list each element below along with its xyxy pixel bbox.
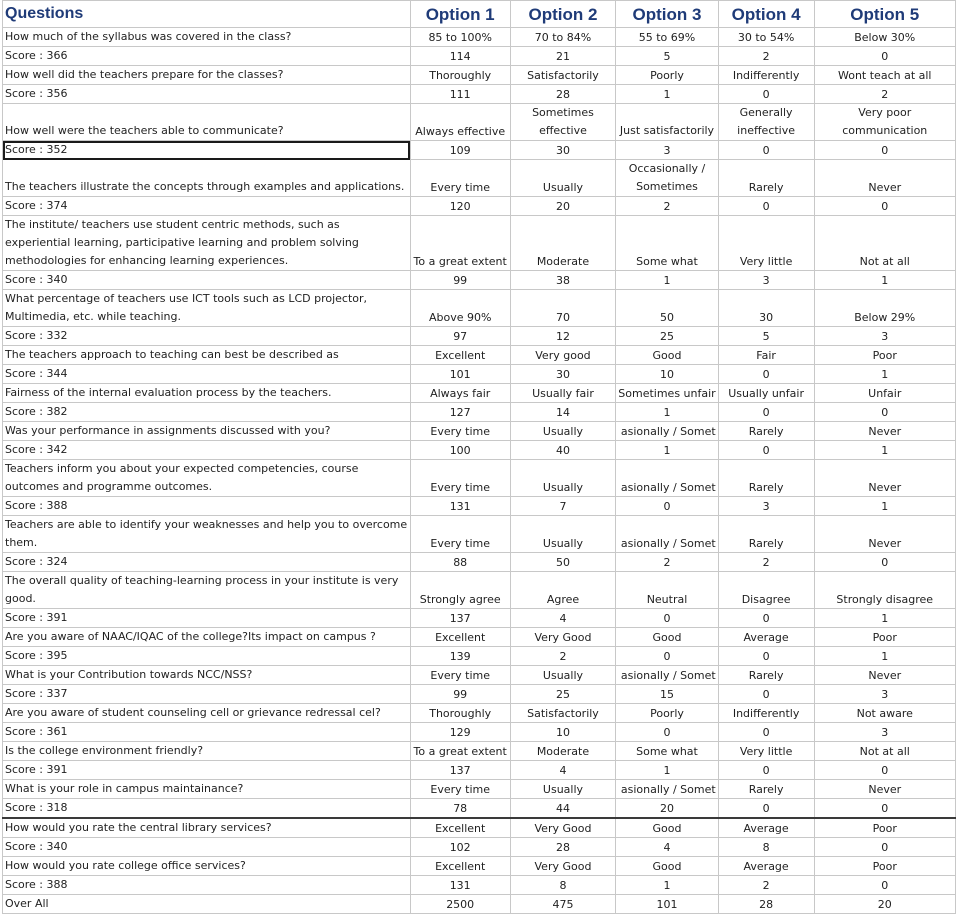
- option-5-cell[interactable]: 0: [814, 876, 956, 895]
- option-5-cell[interactable]: 2: [814, 85, 956, 104]
- option-4-cell[interactable]: 0: [718, 197, 814, 216]
- option-4-cell[interactable]: 0: [718, 141, 814, 160]
- question-cell[interactable]: Teachers are able to identify your weaknesses and help you to overcome them.: [3, 516, 411, 553]
- question-cell[interactable]: How would you rate the central library services?: [3, 818, 411, 838]
- option-5-cell[interactable]: Strongly disagree: [814, 572, 956, 609]
- option-5-cell[interactable]: 20: [814, 895, 956, 914]
- table-row: [3, 761, 956, 780]
- option-5-cell[interactable]: Poor: [814, 857, 956, 876]
- option-2-cell[interactable]: Sometimes effective: [510, 104, 616, 141]
- option-3-cell[interactable]: 20: [616, 799, 718, 819]
- question-cell[interactable]: What is your role in campus maintainance?: [3, 780, 411, 799]
- option-2-cell[interactable]: 44: [510, 799, 616, 819]
- option-2-cell[interactable]: 28: [510, 85, 616, 104]
- table-row: [3, 666, 956, 685]
- option-2-cell[interactable]: 30: [510, 365, 616, 384]
- option-3-cell[interactable]: 0: [616, 723, 718, 742]
- option-5-cell[interactable]: Poor: [814, 346, 956, 365]
- option-3-cell[interactable]: 1: [616, 761, 718, 780]
- option-4-cell[interactable]: Rarely: [718, 460, 814, 497]
- option-5-cell[interactable]: 1: [814, 497, 956, 516]
- option-2-cell[interactable]: 50: [510, 553, 616, 572]
- option-2-cell[interactable]: Usually: [510, 666, 616, 685]
- option-2-cell[interactable]: 7: [510, 497, 616, 516]
- option-4-cell[interactable]: 0: [718, 761, 814, 780]
- option-3-cell[interactable]: 25: [616, 327, 718, 346]
- question-cell[interactable]: Score : 337: [3, 685, 411, 704]
- table-row: [3, 290, 956, 327]
- option-3-cell[interactable]: asionally / Somet: [616, 460, 718, 497]
- option-5-cell[interactable]: Never: [814, 516, 956, 553]
- option-3-cell[interactable]: 0: [616, 609, 718, 628]
- option-5-cell[interactable]: Not aware: [814, 704, 956, 723]
- option-5-cell[interactable]: Below 30%: [814, 28, 956, 47]
- option-4-cell[interactable]: Fair: [718, 346, 814, 365]
- option-4-cell[interactable]: 3: [718, 271, 814, 290]
- option-4-cell[interactable]: Very little: [718, 216, 814, 271]
- option-3-cell[interactable]: Sometimes unfair: [616, 384, 718, 403]
- question-cell[interactable]: Are you aware of student counseling cell or grievance redressal cel?: [3, 704, 411, 723]
- option-1-cell[interactable]: 131: [410, 497, 510, 516]
- option-2-cell[interactable]: 12: [510, 327, 616, 346]
- table-row: [3, 704, 956, 723]
- option-2-cell[interactable]: 4: [510, 609, 616, 628]
- option-5-cell[interactable]: 3: [814, 723, 956, 742]
- header-cell-option-1[interactable]: Option 1: [410, 1, 510, 28]
- header-row: [3, 1, 956, 28]
- option-1-cell[interactable]: 99: [410, 685, 510, 704]
- option-5-cell[interactable]: 3: [814, 327, 956, 346]
- option-5-cell[interactable]: Wont teach at all: [814, 66, 956, 85]
- option-3-cell[interactable]: 1: [616, 271, 718, 290]
- option-4-cell[interactable]: 8: [718, 838, 814, 857]
- option-1-cell[interactable]: 97: [410, 327, 510, 346]
- header-cell-option-4[interactable]: Option 4: [718, 1, 814, 28]
- option-3-cell[interactable]: 15: [616, 685, 718, 704]
- option-5-cell[interactable]: 3: [814, 685, 956, 704]
- table-row: [3, 497, 956, 516]
- option-4-cell[interactable]: 3: [718, 497, 814, 516]
- option-2-cell[interactable]: 475: [510, 895, 616, 914]
- option-5-cell[interactable]: 0: [814, 761, 956, 780]
- option-2-cell[interactable]: 20: [510, 197, 616, 216]
- option-4-cell[interactable]: 30: [718, 290, 814, 327]
- option-4-cell[interactable]: 0: [718, 799, 814, 819]
- option-1-cell[interactable]: 131: [410, 876, 510, 895]
- table-row: [3, 572, 956, 609]
- option-1-cell[interactable]: Excellent: [410, 628, 510, 647]
- option-2-cell[interactable]: 30: [510, 141, 616, 160]
- header-cell-questions[interactable]: Questions: [3, 1, 411, 28]
- option-2-cell[interactable]: Usually: [510, 780, 616, 799]
- table-row: [3, 609, 956, 628]
- table-row: [3, 838, 956, 857]
- option-1-cell[interactable]: 111: [410, 85, 510, 104]
- option-4-cell[interactable]: Usually unfair: [718, 384, 814, 403]
- question-cell[interactable]: Score : 391: [3, 609, 411, 628]
- option-3-cell[interactable]: 0: [616, 647, 718, 666]
- option-1-cell[interactable]: Every time: [410, 666, 510, 685]
- table-row: [3, 85, 956, 104]
- option-5-cell[interactable]: Poor: [814, 628, 956, 647]
- option-5-cell[interactable]: 0: [814, 553, 956, 572]
- option-3-cell[interactable]: Just satisfactorily: [616, 104, 718, 141]
- option-2-cell[interactable]: Agree: [510, 572, 616, 609]
- option-3-cell[interactable]: Occasionally / Sometimes: [616, 160, 718, 197]
- table-row: [3, 66, 956, 85]
- option-2-cell[interactable]: Very Good: [510, 857, 616, 876]
- table-row: [3, 104, 956, 141]
- option-4-cell[interactable]: 2: [718, 47, 814, 66]
- table-row: [3, 441, 956, 460]
- option-1-cell[interactable]: Every time: [410, 516, 510, 553]
- option-5-cell[interactable]: 0: [814, 141, 956, 160]
- question-cell[interactable]: The overall quality of teaching-learning process in your institute is very good.: [3, 572, 411, 609]
- table-row: [3, 460, 956, 497]
- table-row: [3, 780, 956, 799]
- option-1-cell[interactable]: 102: [410, 838, 510, 857]
- table-row: [3, 47, 956, 66]
- table-row: [3, 28, 956, 47]
- option-5-cell[interactable]: 0: [814, 799, 956, 819]
- option-3-cell[interactable]: 55 to 69%: [616, 28, 718, 47]
- header-cell-option-3[interactable]: Option 3: [616, 1, 718, 28]
- option-4-cell[interactable]: Indifferently: [718, 704, 814, 723]
- table-body: [3, 28, 956, 914]
- option-5-cell[interactable]: 1: [814, 441, 956, 460]
- survey-table: [2, 0, 956, 914]
- option-5-cell[interactable]: Never: [814, 460, 956, 497]
- table-row: [3, 857, 956, 876]
- option-1-cell[interactable]: Every time: [410, 422, 510, 441]
- option-2-cell[interactable]: 10: [510, 723, 616, 742]
- question-cell[interactable]: Score : 324: [3, 553, 411, 572]
- table-row: [3, 876, 956, 895]
- option-4-cell[interactable]: Average: [718, 818, 814, 838]
- option-2-cell[interactable]: Usually: [510, 460, 616, 497]
- question-cell[interactable]: Score : 374: [3, 197, 411, 216]
- option-5-cell[interactable]: 0: [814, 403, 956, 422]
- option-1-cell[interactable]: Excellent: [410, 346, 510, 365]
- option-4-cell[interactable]: Average: [718, 857, 814, 876]
- question-cell[interactable]: Score : 382: [3, 403, 411, 422]
- option-2-cell[interactable]: Moderate: [510, 216, 616, 271]
- option-1-cell[interactable]: Thoroughly: [410, 704, 510, 723]
- question-cell[interactable]: Fairness of the internal evaluation process by the teachers.: [3, 384, 411, 403]
- option-5-cell[interactable]: 0: [814, 838, 956, 857]
- table-row: [3, 742, 956, 761]
- table-row: [3, 384, 956, 403]
- question-cell[interactable]: Was your performance in assignments discussed with you?: [3, 422, 411, 441]
- option-1-cell[interactable]: 101: [410, 365, 510, 384]
- question-cell[interactable]: The teachers approach to teaching can best be described as: [3, 346, 411, 365]
- option-1-cell[interactable]: 114: [410, 47, 510, 66]
- option-5-cell[interactable]: Unfair: [814, 384, 956, 403]
- option-4-cell[interactable]: 0: [718, 403, 814, 422]
- option-2-cell[interactable]: 70 to 84%: [510, 28, 616, 47]
- option-3-cell[interactable]: 10: [616, 365, 718, 384]
- question-cell[interactable]: Score : 361: [3, 723, 411, 742]
- option-1-cell[interactable]: Excellent: [410, 818, 510, 838]
- option-1-cell[interactable]: Strongly agree: [410, 572, 510, 609]
- option-5-cell[interactable]: Never: [814, 666, 956, 685]
- option-3-cell[interactable]: 0: [616, 497, 718, 516]
- option-4-cell[interactable]: 0: [718, 85, 814, 104]
- option-5-cell[interactable]: Never: [814, 780, 956, 799]
- option-4-cell[interactable]: Rarely: [718, 780, 814, 799]
- question-cell[interactable]: What is your Contribution towards NCC/NSS?: [3, 666, 411, 685]
- option-3-cell[interactable]: 1: [616, 876, 718, 895]
- option-1-cell[interactable]: Above 90%: [410, 290, 510, 327]
- question-cell[interactable]: Score : 344: [3, 365, 411, 384]
- option-2-cell[interactable]: Very Good: [510, 628, 616, 647]
- option-1-cell[interactable]: Every time: [410, 780, 510, 799]
- option-4-cell[interactable]: 5: [718, 327, 814, 346]
- option-2-cell[interactable]: Moderate: [510, 742, 616, 761]
- option-1-cell[interactable]: To a great extent: [410, 216, 510, 271]
- option-3-cell[interactable]: 4: [616, 838, 718, 857]
- option-2-cell[interactable]: 21: [510, 47, 616, 66]
- option-5-cell[interactable]: 1: [814, 609, 956, 628]
- table-row: [3, 628, 956, 647]
- option-3-cell[interactable]: Good: [616, 857, 718, 876]
- table-row: [3, 327, 956, 346]
- table-row: [3, 271, 956, 290]
- option-5-cell[interactable]: Below 29%: [814, 290, 956, 327]
- question-cell[interactable]: How well were the teachers able to communicate?: [3, 104, 411, 141]
- option-4-cell[interactable]: 28: [718, 895, 814, 914]
- question-cell[interactable]: How would you rate college office services?: [3, 857, 411, 876]
- option-2-cell[interactable]: 28: [510, 838, 616, 857]
- option-1-cell[interactable]: 100: [410, 441, 510, 460]
- question-cell[interactable]: Score : 395: [3, 647, 411, 666]
- question-cell[interactable]: Teachers inform you about your expected competencies, course outcomes and programme outcomes.: [3, 460, 411, 497]
- option-1-cell[interactable]: 127: [410, 403, 510, 422]
- option-1-cell[interactable]: Always effective: [410, 104, 510, 141]
- option-2-cell[interactable]: 14: [510, 403, 616, 422]
- question-cell[interactable]: Score : 352: [3, 141, 411, 160]
- option-5-cell[interactable]: Never: [814, 422, 956, 441]
- option-1-cell[interactable]: Always fair: [410, 384, 510, 403]
- question-cell[interactable]: Score : 356: [3, 85, 411, 104]
- option-3-cell[interactable]: Poorly: [616, 704, 718, 723]
- option-1-cell[interactable]: 139: [410, 647, 510, 666]
- header-cell-option-5[interactable]: Option 5: [814, 1, 956, 28]
- option-2-cell[interactable]: 25: [510, 685, 616, 704]
- option-1-cell[interactable]: 85 to 100%: [410, 28, 510, 47]
- option-1-cell[interactable]: To a great extent: [410, 742, 510, 761]
- option-1-cell[interactable]: Every time: [410, 460, 510, 497]
- option-3-cell[interactable]: Some what: [616, 216, 718, 271]
- option-5-cell[interactable]: 1: [814, 365, 956, 384]
- option-2-cell[interactable]: 4: [510, 761, 616, 780]
- header-cell-option-2[interactable]: Option 2: [510, 1, 616, 28]
- question-cell[interactable]: Score : 332: [3, 327, 411, 346]
- option-3-cell[interactable]: Neutral: [616, 572, 718, 609]
- option-4-cell[interactable]: 0: [718, 647, 814, 666]
- table-row: [3, 216, 956, 271]
- option-1-cell[interactable]: 78: [410, 799, 510, 819]
- option-2-cell[interactable]: 8: [510, 876, 616, 895]
- option-4-cell[interactable]: 30 to 54%: [718, 28, 814, 47]
- question-cell[interactable]: Is the college environment friendly?: [3, 742, 411, 761]
- option-2-cell[interactable]: 2: [510, 647, 616, 666]
- option-3-cell[interactable]: 101: [616, 895, 718, 914]
- option-5-cell[interactable]: Not at all: [814, 742, 956, 761]
- option-3-cell[interactable]: asionally / Somet: [616, 780, 718, 799]
- option-4-cell[interactable]: Rarely: [718, 160, 814, 197]
- question-cell[interactable]: How much of the syllabus was covered in the class?: [3, 28, 411, 47]
- option-4-cell[interactable]: Rarely: [718, 422, 814, 441]
- table-row: [3, 141, 956, 160]
- option-5-cell[interactable]: Poor: [814, 818, 956, 838]
- option-2-cell[interactable]: Usually fair: [510, 384, 616, 403]
- option-1-cell[interactable]: 137: [410, 609, 510, 628]
- option-3-cell[interactable]: Good: [616, 628, 718, 647]
- option-3-cell[interactable]: 1: [616, 441, 718, 460]
- option-2-cell[interactable]: Usually: [510, 422, 616, 441]
- option-1-cell[interactable]: Every time: [410, 160, 510, 197]
- option-4-cell[interactable]: Very little: [718, 742, 814, 761]
- table-row: [3, 516, 956, 553]
- option-3-cell[interactable]: Some what: [616, 742, 718, 761]
- option-5-cell[interactable]: 1: [814, 647, 956, 666]
- option-2-cell[interactable]: Usually: [510, 160, 616, 197]
- option-1-cell[interactable]: Excellent: [410, 857, 510, 876]
- option-2-cell[interactable]: Usually: [510, 516, 616, 553]
- option-3-cell[interactable]: asionally / Somet: [616, 666, 718, 685]
- option-3-cell[interactable]: Poorly: [616, 66, 718, 85]
- table-row: [3, 197, 956, 216]
- option-4-cell[interactable]: Average: [718, 628, 814, 647]
- table-row: [3, 723, 956, 742]
- option-4-cell[interactable]: Indifferently: [718, 66, 814, 85]
- option-1-cell[interactable]: Thoroughly: [410, 66, 510, 85]
- option-2-cell[interactable]: 38: [510, 271, 616, 290]
- option-4-cell[interactable]: 0: [718, 365, 814, 384]
- question-cell[interactable]: Score : 388: [3, 876, 411, 895]
- option-2-cell[interactable]: 40: [510, 441, 616, 460]
- option-3-cell[interactable]: 5: [616, 47, 718, 66]
- option-3-cell[interactable]: Good: [616, 818, 718, 838]
- option-4-cell[interactable]: Rarely: [718, 516, 814, 553]
- option-2-cell[interactable]: 70: [510, 290, 616, 327]
- option-4-cell[interactable]: Generally ineffective: [718, 104, 814, 141]
- table-row: [3, 818, 956, 838]
- option-3-cell[interactable]: 2: [616, 197, 718, 216]
- option-5-cell[interactable]: Very poor communication: [814, 104, 956, 141]
- question-cell[interactable]: The teachers illustrate the concepts through examples and applications.: [3, 160, 411, 197]
- option-5-cell[interactable]: Not at all: [814, 216, 956, 271]
- table-row: [3, 160, 956, 197]
- option-2-cell[interactable]: Very Good: [510, 818, 616, 838]
- question-cell[interactable]: Are you aware of NAAC/IQAC of the college?Its impact on campus ?: [3, 628, 411, 647]
- option-2-cell[interactable]: Very good: [510, 346, 616, 365]
- option-5-cell[interactable]: 1: [814, 271, 956, 290]
- option-3-cell[interactable]: 1: [616, 85, 718, 104]
- option-4-cell[interactable]: 0: [718, 441, 814, 460]
- table-row: [3, 685, 956, 704]
- question-cell[interactable]: Score : 342: [3, 441, 411, 460]
- question-cell[interactable]: Score : 340: [3, 838, 411, 857]
- option-3-cell[interactable]: asionally / Somet: [616, 516, 718, 553]
- option-4-cell[interactable]: 0: [718, 685, 814, 704]
- option-5-cell[interactable]: 0: [814, 197, 956, 216]
- question-cell[interactable]: Over All: [3, 895, 411, 914]
- table-row: [3, 365, 956, 384]
- table-row: [3, 647, 956, 666]
- table-row: [3, 553, 956, 572]
- question-cell[interactable]: Score : 366: [3, 47, 411, 66]
- option-4-cell[interactable]: 2: [718, 876, 814, 895]
- option-2-cell[interactable]: Satisfactorily: [510, 704, 616, 723]
- option-4-cell[interactable]: 0: [718, 609, 814, 628]
- table-row: [3, 895, 956, 914]
- option-3-cell[interactable]: asionally / Somet: [616, 422, 718, 441]
- table-row: [3, 346, 956, 365]
- option-1-cell[interactable]: 99: [410, 271, 510, 290]
- option-1-cell[interactable]: 2500: [410, 895, 510, 914]
- option-1-cell[interactable]: 129: [410, 723, 510, 742]
- option-3-cell[interactable]: 50: [616, 290, 718, 327]
- option-1-cell[interactable]: 137: [410, 761, 510, 780]
- table-row: [3, 403, 956, 422]
- question-cell[interactable]: Score : 388: [3, 497, 411, 516]
- question-cell[interactable]: How well did the teachers prepare for the classes?: [3, 66, 411, 85]
- option-4-cell[interactable]: 2: [718, 553, 814, 572]
- question-cell[interactable]: What percentage of teachers use ICT tools such as LCD projector, Multimedia, etc. while teaching.: [3, 290, 411, 327]
- option-5-cell[interactable]: 0: [814, 47, 956, 66]
- option-1-cell[interactable]: 120: [410, 197, 510, 216]
- option-1-cell[interactable]: 109: [410, 141, 510, 160]
- option-5-cell[interactable]: Never: [814, 160, 956, 197]
- option-4-cell[interactable]: 0: [718, 723, 814, 742]
- question-cell[interactable]: Score : 391: [3, 761, 411, 780]
- question-cell[interactable]: Score : 318: [3, 799, 411, 819]
- option-3-cell[interactable]: 2: [616, 553, 718, 572]
- question-cell[interactable]: Score : 340: [3, 271, 411, 290]
- option-3-cell[interactable]: 1: [616, 403, 718, 422]
- table-row: [3, 799, 956, 819]
- option-4-cell[interactable]: Rarely: [718, 666, 814, 685]
- table-row: [3, 422, 956, 441]
- question-cell[interactable]: The institute/ teachers use student centric methods, such as experiential learning, participative learning and problem solving methodologies for enhancing learning experiences.: [3, 216, 411, 271]
- option-3-cell[interactable]: Good: [616, 346, 718, 365]
- option-1-cell[interactable]: 88: [410, 553, 510, 572]
- option-4-cell[interactable]: Disagree: [718, 572, 814, 609]
- option-3-cell[interactable]: 3: [616, 141, 718, 160]
- option-2-cell[interactable]: Satisfactorily: [510, 66, 616, 85]
